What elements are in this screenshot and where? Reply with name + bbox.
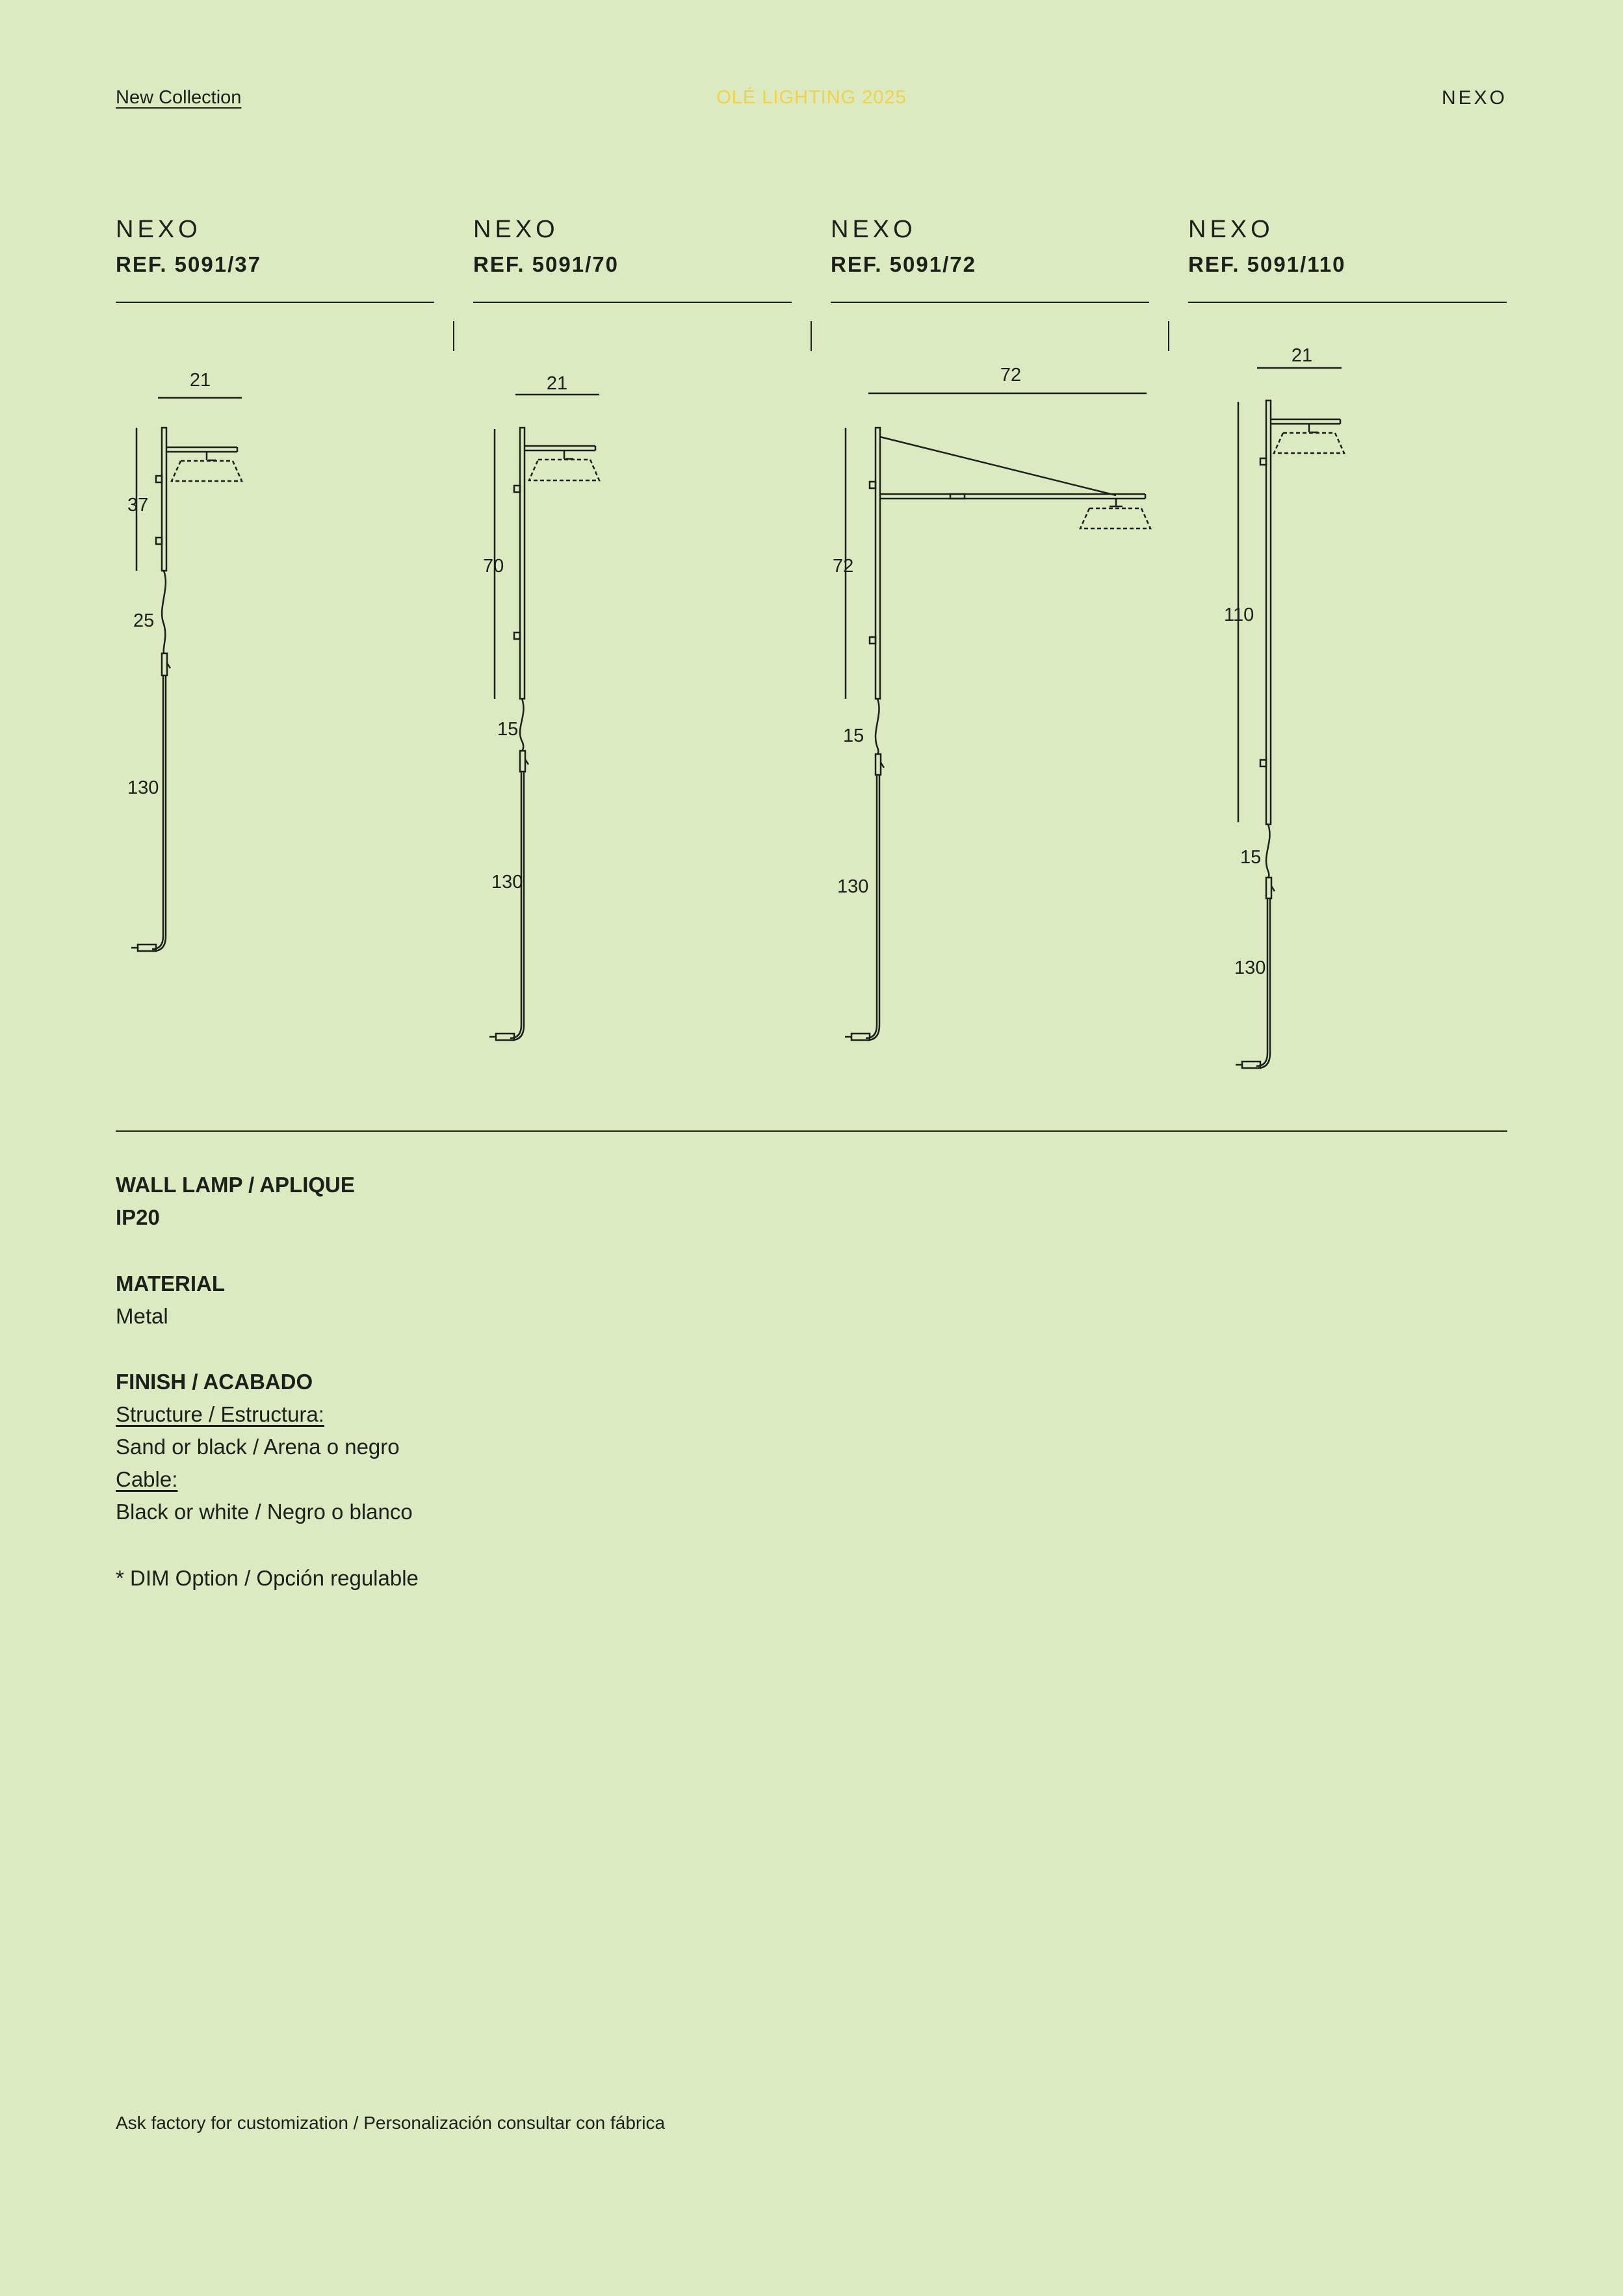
dim-cable-4: 130 xyxy=(1234,958,1266,978)
product-ref-2: REF. 5091/70 xyxy=(473,252,619,276)
column-divider-1 xyxy=(116,302,434,303)
dim-cable-3: 130 xyxy=(837,876,869,897)
product-ref-3: REF. 5091/72 xyxy=(831,252,976,276)
dim-cord-4: 15 xyxy=(1240,847,1262,868)
dim-top-2: 21 xyxy=(546,373,568,394)
product-ref-1: REF. 5091/37 xyxy=(116,252,261,276)
dim-cable-1: 130 xyxy=(127,777,159,798)
dim-cord-1: 25 xyxy=(133,610,155,631)
structure-value: Sand or black / Arena o negro xyxy=(116,1435,400,1459)
dim-arm-3: 72 xyxy=(833,556,854,577)
cable-value: Black or white / Negro o blanco xyxy=(116,1500,413,1524)
column-divider-3 xyxy=(831,302,1149,303)
dim-arm-2: 70 xyxy=(483,556,504,577)
dim-top-3: 72 xyxy=(1000,365,1022,385)
dim-cord-2: 15 xyxy=(497,719,519,740)
lamp-drawing-1 xyxy=(131,398,242,951)
column-divider-2 xyxy=(473,302,792,303)
material-value: Metal xyxy=(116,1304,168,1328)
dim-arm-1: 37 xyxy=(127,495,149,515)
ip-rating: IP20 xyxy=(116,1205,160,1229)
dim-top-1: 21 xyxy=(189,370,211,391)
customization-note: Ask factory for customization / Personalización consultar con fábrica xyxy=(116,2113,666,2133)
catalog-title: OLÉ LIGHTING 2025 xyxy=(716,87,907,108)
product-name-4: NEXO xyxy=(1188,216,1274,243)
dim-option-note: * DIM Option / Opción regulable xyxy=(116,1566,419,1590)
spec-material xyxy=(116,1268,225,1333)
structure-label: Structure / Estructura: xyxy=(116,1402,324,1426)
dim-top-4: 21 xyxy=(1291,345,1313,366)
cable-label: Cable: xyxy=(116,1467,178,1491)
column-divider-4 xyxy=(1188,302,1507,303)
spec-finish xyxy=(116,1366,413,1528)
finish-title: FINISH / ACABADO xyxy=(116,1370,313,1394)
product-name-2: NEXO xyxy=(473,216,559,243)
new-collection-link[interactable]: New Collection xyxy=(116,87,242,108)
lamp-type-title: WALL LAMP / APLIQUE xyxy=(116,1173,355,1197)
column-separator-tick xyxy=(1168,321,1169,351)
material-title: MATERIAL xyxy=(116,1272,226,1296)
section-divider xyxy=(116,1130,1507,1132)
column-separator-tick xyxy=(811,321,812,351)
dim-arm-4: 110 xyxy=(1224,605,1254,625)
spec-type xyxy=(116,1169,355,1234)
lamp-drawing-4 xyxy=(1236,368,1344,1068)
dim-cable-2: 130 xyxy=(491,872,523,893)
dim-cord-3: 15 xyxy=(843,725,864,746)
brand-name: NEXO xyxy=(1441,87,1507,109)
lamp-drawing-2 xyxy=(489,395,599,1040)
product-name-1: NEXO xyxy=(116,216,201,243)
product-ref-4: REF. 5091/110 xyxy=(1188,252,1346,276)
column-separator-tick xyxy=(453,321,454,351)
product-name-3: NEXO xyxy=(831,216,916,243)
spec-dim-note xyxy=(116,1562,419,1595)
lamp-drawing-3 xyxy=(845,393,1150,1040)
